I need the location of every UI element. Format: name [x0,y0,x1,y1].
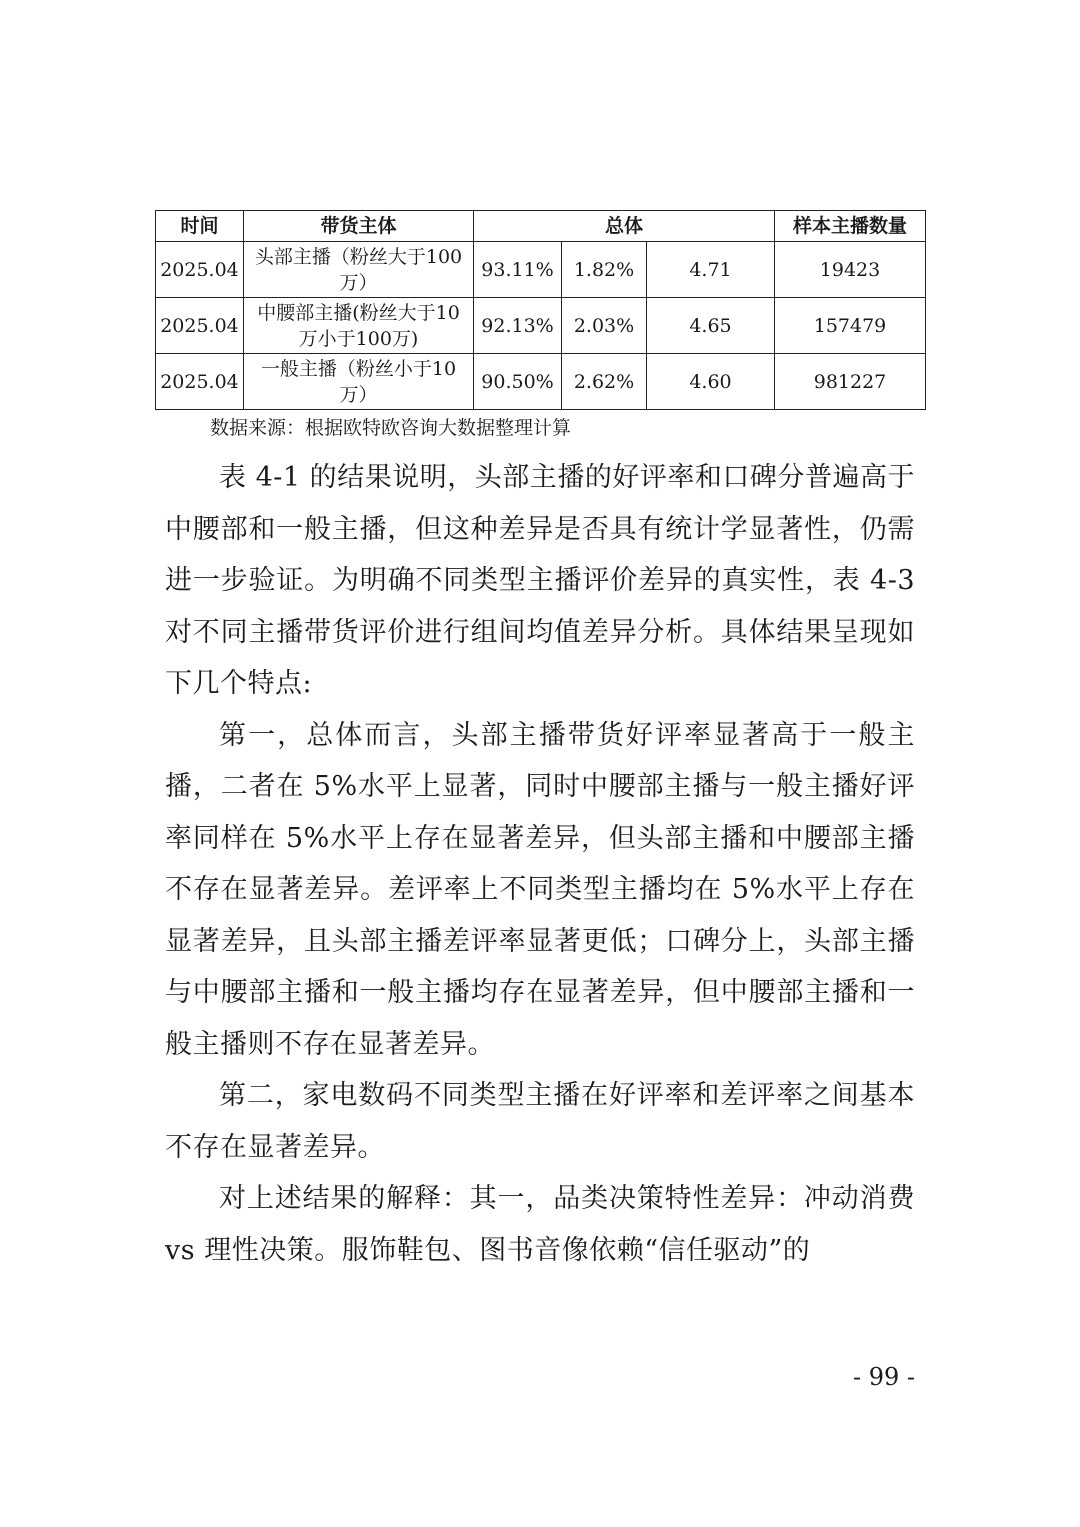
table-row [156,242,926,298]
cell-bad-rate: 2.62% [562,354,647,410]
table-source-note: 数据来源：根据欧特欧咨询大数据整理计算 [210,417,572,439]
cell-time: 2025.04 [156,298,244,354]
cell-score: 4.60 [647,354,775,410]
table-row [156,298,926,354]
cell-bad-rate: 2.03% [562,298,647,354]
data-table [155,210,926,410]
cell-time: 2025.04 [156,242,244,298]
cell-time: 2025.04 [156,354,244,410]
paragraph: 第二，家电数码不同类型主播在好评率和差评率之间基本不存在显著差异。 [165,1080,915,1163]
header-sample-count: 样本主播数量 [775,211,926,242]
cell-good-rate: 92.13% [474,298,562,354]
cell-sample: 981227 [775,354,926,410]
cell-score: 4.71 [647,242,775,298]
paragraph: 表 4-1 的结果说明，头部主播的好评率和口碑分普遍高于中腰部和一般主播，但这种差异是否具有统计学显著性，仍需进一步验证。为明确不同类型主播评价差异的真实性，表 4-3 对不同主播带货评价进行组间均值差异分析。具体结果呈现如下几个特点: [165,462,915,699]
paragraph: 第一，总体而言，头部主播带货好评率显著高于一般主播，二者在 5%水平上显著，同时中腰部主播与一般主播好评率同样在 5%水平上存在显著差异，但头部主播和中腰部主播不存在显著差异。差评率上不同类型主播均在 5%水平上存在显著差异，且头部主播差评率显著更低；口碑分上，头部主播与中腰部主播和一般主播均存在显著差异，但中腰部主播和一般主播则不存在显著差异。 [165,719,915,1060]
cell-sample: 19423 [775,242,926,298]
cell-sample: 157479 [775,298,926,354]
cell-subject: 中腰部主播(粉丝大于10万小于100万) [244,298,474,354]
table-row [156,354,926,410]
header-overall: 总体 [474,211,775,242]
cell-bad-rate: 1.82% [562,242,647,298]
header-time: 时间 [156,211,244,242]
cell-subject: 一般主播（粉丝小于10万） [244,354,474,410]
paragraph: 对上述结果的解释：其一，品类决策特性差异：冲动消费 vs 理性决策。服饰鞋包、图书音像依赖“信任驱动”的 [165,1183,915,1266]
header-subject: 带货主体 [244,211,474,242]
body-text [165,452,915,1276]
cell-subject: 头部主播（粉丝大于100万） [244,242,474,298]
table-header-row [156,211,926,242]
cell-good-rate: 90.50% [474,354,562,410]
cell-score: 4.65 [647,298,775,354]
page-number: - 99 - [852,1363,915,1391]
cell-good-rate: 93.11% [474,242,562,298]
